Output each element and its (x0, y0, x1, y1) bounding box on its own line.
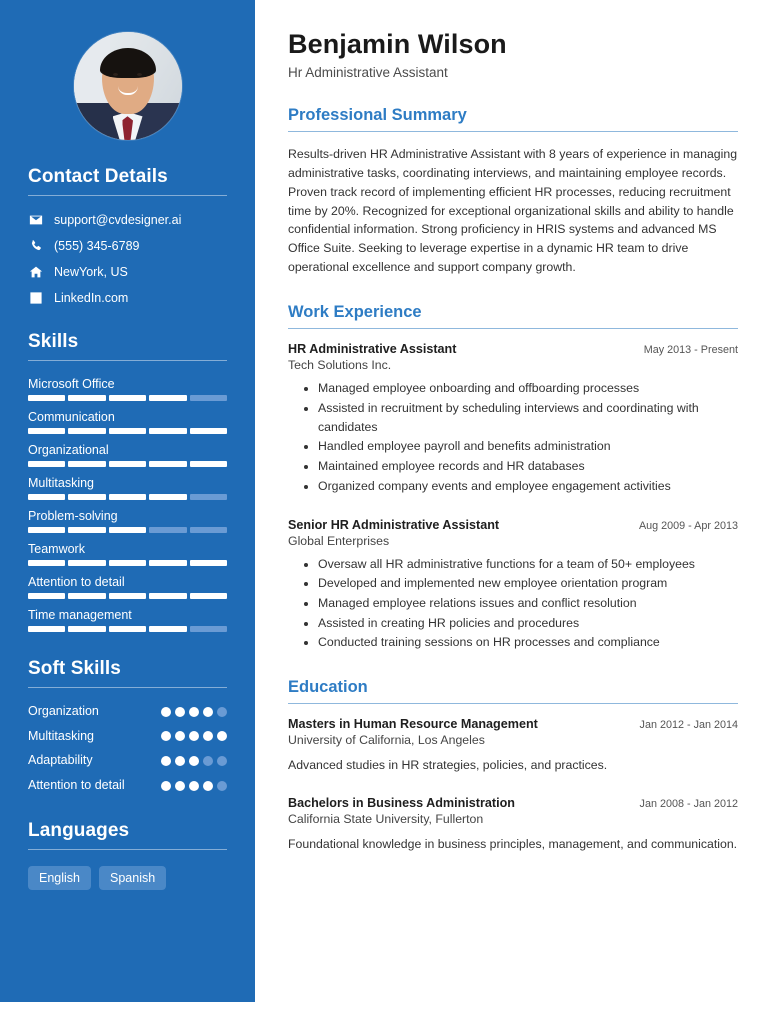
rating-dot (175, 756, 185, 766)
skill-bar-segment (190, 527, 227, 533)
skill-bar-segment (190, 626, 227, 632)
rating-dot (189, 756, 199, 766)
rating-dot (203, 731, 213, 741)
work-entry-org: Tech Solutions Inc. (288, 358, 392, 373)
soft-skill-item (28, 778, 227, 794)
contact-row[interactable] (28, 290, 227, 305)
education-entry-list (288, 717, 738, 853)
rating-dot (203, 781, 213, 791)
contact-value: (555) 345-6789 (54, 238, 140, 253)
rating-dot (175, 781, 185, 791)
skill-bar-segment (149, 395, 186, 401)
skill-bar-segment (28, 626, 65, 632)
contact-value: support@cvdesigner.ai (54, 212, 182, 227)
home-icon (28, 264, 43, 279)
phone-icon (28, 238, 43, 253)
list-item: • Organized company events and employee engagement activities (318, 477, 738, 496)
main-content (255, 0, 768, 1014)
skill-bar-segment (28, 560, 65, 566)
education-heading: Education (288, 677, 368, 696)
rating-dot (175, 731, 185, 741)
list-item: • Maintained employee records and HR databases (318, 457, 738, 476)
rating-dot (189, 707, 199, 717)
rating-dot (217, 707, 227, 717)
envelope-icon (28, 212, 43, 227)
skill-bar-segment (109, 593, 146, 599)
skill-bar-segment (28, 494, 65, 500)
rating-dot (217, 781, 227, 791)
skill-bar-segment (68, 527, 105, 533)
skill-bar-segment (68, 428, 105, 434)
soft-skill-label: Attention to detail (28, 777, 125, 792)
skill-bar-segment (149, 494, 186, 500)
contact-heading: Contact Details (28, 166, 168, 187)
language-chip-list (28, 866, 227, 890)
contact-value: LinkedIn.com (54, 290, 129, 305)
skill-level-bar (28, 494, 227, 500)
work-divider (288, 328, 738, 330)
soft-skill-item (28, 753, 227, 769)
skill-bar-segment (109, 560, 146, 566)
contact-divider (28, 195, 227, 196)
skill-bar-segment (149, 461, 186, 467)
avatar (74, 32, 182, 140)
work-entry-list (288, 342, 738, 652)
education-entry-header (288, 796, 738, 810)
contact-value: NewYork, US (54, 264, 128, 279)
education-entry-header (288, 717, 738, 731)
list-item: • Managed employee onboarding and offboarding processes (318, 379, 738, 398)
education-entry-org: California State University, Fullerton (288, 811, 484, 826)
skill-bar-segment (28, 461, 65, 467)
rating-dot (189, 781, 199, 791)
skill-bar-segment (68, 494, 105, 500)
skill-level-bar (28, 461, 227, 467)
soft-skills-list (28, 704, 227, 794)
skill-label: Time management (28, 608, 132, 622)
summary-heading: Professional Summary (288, 105, 467, 124)
linkedin-icon (28, 290, 43, 305)
skill-label: Problem-solving (28, 509, 118, 523)
education-entry-date: Jan 2012 - Jan 2014 (639, 719, 738, 732)
skill-bar-segment (109, 527, 146, 533)
education-entry-org: University of California, Los Angeles (288, 733, 485, 748)
summary-text: Results-driven HR Administrative Assistant with 8 years of experience in managing administrative tasks, coordinating interviews, and maintaining employee records. Proven track record of implementing efficient HR processes, reducing recruitment time by 20%. Recognized for exceptional organizational skills and ability to handle confidential information. Strong proficiency in HRIS systems and advanced MS Office Suite. Seeking to leverage expertise in a dynamic HR team to drive operational excellence and support company growth. (288, 147, 738, 275)
education-entry-title: Masters in Human Resource Management (288, 717, 538, 732)
soft-skill-rating (161, 781, 227, 791)
soft-skill-label: Adaptability (28, 753, 93, 768)
skill-bar-segment (28, 428, 65, 434)
skill-bar-segment (68, 626, 105, 632)
work-entry-org: Global Enterprises (288, 533, 390, 548)
skill-bar-segment (68, 461, 105, 467)
skill-label: Attention to detail (28, 575, 125, 589)
language-chip[interactable]: Spanish (99, 866, 166, 890)
skills-section (28, 331, 227, 632)
skill-bar-segment (109, 428, 146, 434)
contact-section (28, 166, 227, 305)
soft-skills-divider (28, 687, 227, 688)
list-item: • Handled employee payroll and benefits administration (318, 437, 738, 456)
skill-label: Communication (28, 410, 115, 424)
list-item: • Managed employee relations issues and conflict resolution (318, 594, 738, 613)
skill-level-bar (28, 560, 227, 566)
rating-dot (161, 707, 171, 717)
skill-label: Microsoft Office (28, 377, 115, 391)
language-chip[interactable]: English (28, 866, 91, 890)
work-entry-title: Senior HR Administrative Assistant (288, 517, 500, 532)
education-entry-description: Advanced studies in HR strategies, policies, and practices. (288, 758, 608, 773)
skill-bar-segment (190, 428, 227, 434)
skill-label: Organizational (28, 443, 109, 457)
work-entry (288, 518, 738, 652)
rating-dot (203, 756, 213, 766)
skill-bar-segment (190, 593, 227, 599)
skill-label: Teamwork (28, 542, 85, 556)
skill-bar-segment (190, 494, 227, 500)
skill-bar-segment (149, 527, 186, 533)
skill-bar-segment (190, 395, 227, 401)
contact-row[interactable] (28, 238, 227, 253)
skill-level-bar (28, 593, 227, 599)
education-entry-description: Foundational knowledge in business principles, management, and communication. (288, 836, 738, 851)
sidebar (0, 0, 255, 1002)
soft-skills-heading: Soft Skills (28, 658, 121, 679)
skill-item (28, 542, 227, 566)
soft-skill-item (28, 704, 227, 720)
skill-bar-segment (149, 593, 186, 599)
work-entry-title: HR Administrative Assistant (288, 342, 457, 357)
skill-level-bar (28, 626, 227, 632)
list-item: • Developed and implemented new employee orientation program (318, 574, 738, 593)
contact-row[interactable] (28, 264, 227, 279)
education-entry-title: Bachelors in Business Administration (288, 795, 515, 810)
skill-bar-segment (109, 494, 146, 500)
skill-item (28, 377, 227, 401)
work-entry-header (288, 342, 738, 356)
skill-level-bar (28, 395, 227, 401)
skill-item (28, 476, 227, 500)
list-item: • Oversaw all HR administrative functions for a team of 50+ employees (318, 555, 738, 574)
skill-bar-segment (109, 461, 146, 467)
languages-heading: Languages (28, 819, 130, 841)
skills-heading: Skills (28, 331, 79, 352)
skill-bar-segment (68, 593, 105, 599)
education-entry (288, 717, 738, 774)
skill-bar-segment (109, 626, 146, 632)
skills-list (28, 377, 227, 632)
education-entry (288, 796, 738, 853)
languages-section (28, 820, 227, 890)
skills-divider (28, 360, 227, 361)
skill-bar-segment (68, 560, 105, 566)
page-title: Benjamin Wilson (288, 29, 507, 59)
soft-skill-rating (161, 731, 227, 741)
education-divider (288, 703, 738, 705)
rating-dot (217, 731, 227, 741)
work-entry-date: Aug 2009 - Apr 2013 (638, 519, 738, 532)
skill-item (28, 608, 227, 632)
skill-item (28, 575, 227, 599)
avatar-wrapper (28, 32, 227, 140)
rating-dot (217, 756, 227, 766)
soft-skill-item (28, 729, 227, 745)
languages-divider (28, 849, 227, 850)
skill-bar-segment (149, 626, 186, 632)
skill-label: Multitasking (28, 476, 94, 490)
soft-skill-rating (161, 707, 227, 717)
skill-bar-segment (109, 395, 146, 401)
skill-bar-segment (28, 527, 65, 533)
skill-item (28, 509, 227, 533)
skill-bar-segment (28, 395, 65, 401)
rating-dot (161, 731, 171, 741)
entry-spacer (288, 502, 738, 518)
rating-dot (161, 781, 171, 791)
soft-skill-rating (161, 756, 227, 766)
list-item: • Assisted in creating HR policies and procedures (318, 614, 738, 633)
skill-bar-segment (28, 593, 65, 599)
education-entry-date: Jan 2008 - Jan 2012 (639, 797, 738, 810)
soft-skills-section (28, 658, 227, 794)
skill-item (28, 443, 227, 467)
work-entry-date: May 2013 - Present (643, 344, 738, 357)
contact-list (28, 212, 227, 305)
summary-divider (288, 131, 738, 133)
soft-skill-label: Multitasking (28, 728, 94, 743)
work-entry-bullets (288, 555, 738, 652)
work-heading: Work Experience (288, 302, 422, 321)
skill-bar-segment (149, 428, 186, 434)
rating-dot (203, 707, 213, 717)
work-entry (288, 342, 738, 495)
list-item: • Assisted in recruitment by scheduling interviews and coordinating with candidates (318, 399, 738, 436)
skill-bar-segment (190, 560, 227, 566)
skill-bar-segment (190, 461, 227, 467)
contact-row[interactable] (28, 212, 227, 227)
skill-bar-segment (68, 395, 105, 401)
job-title: Hr Administrative Assistant (288, 64, 448, 80)
entry-spacer (288, 781, 738, 796)
skill-item (28, 410, 227, 434)
skill-level-bar (28, 428, 227, 434)
rating-dot (189, 731, 199, 741)
skill-level-bar (28, 527, 227, 533)
rating-dot (161, 756, 171, 766)
soft-skill-label: Organization (28, 704, 99, 718)
skill-bar-segment (149, 560, 186, 566)
list-item: • Conducted training sessions on HR processes and compliance (318, 633, 738, 652)
work-entry-header (288, 518, 738, 532)
rating-dot (175, 707, 185, 717)
work-entry-bullets (288, 379, 738, 495)
